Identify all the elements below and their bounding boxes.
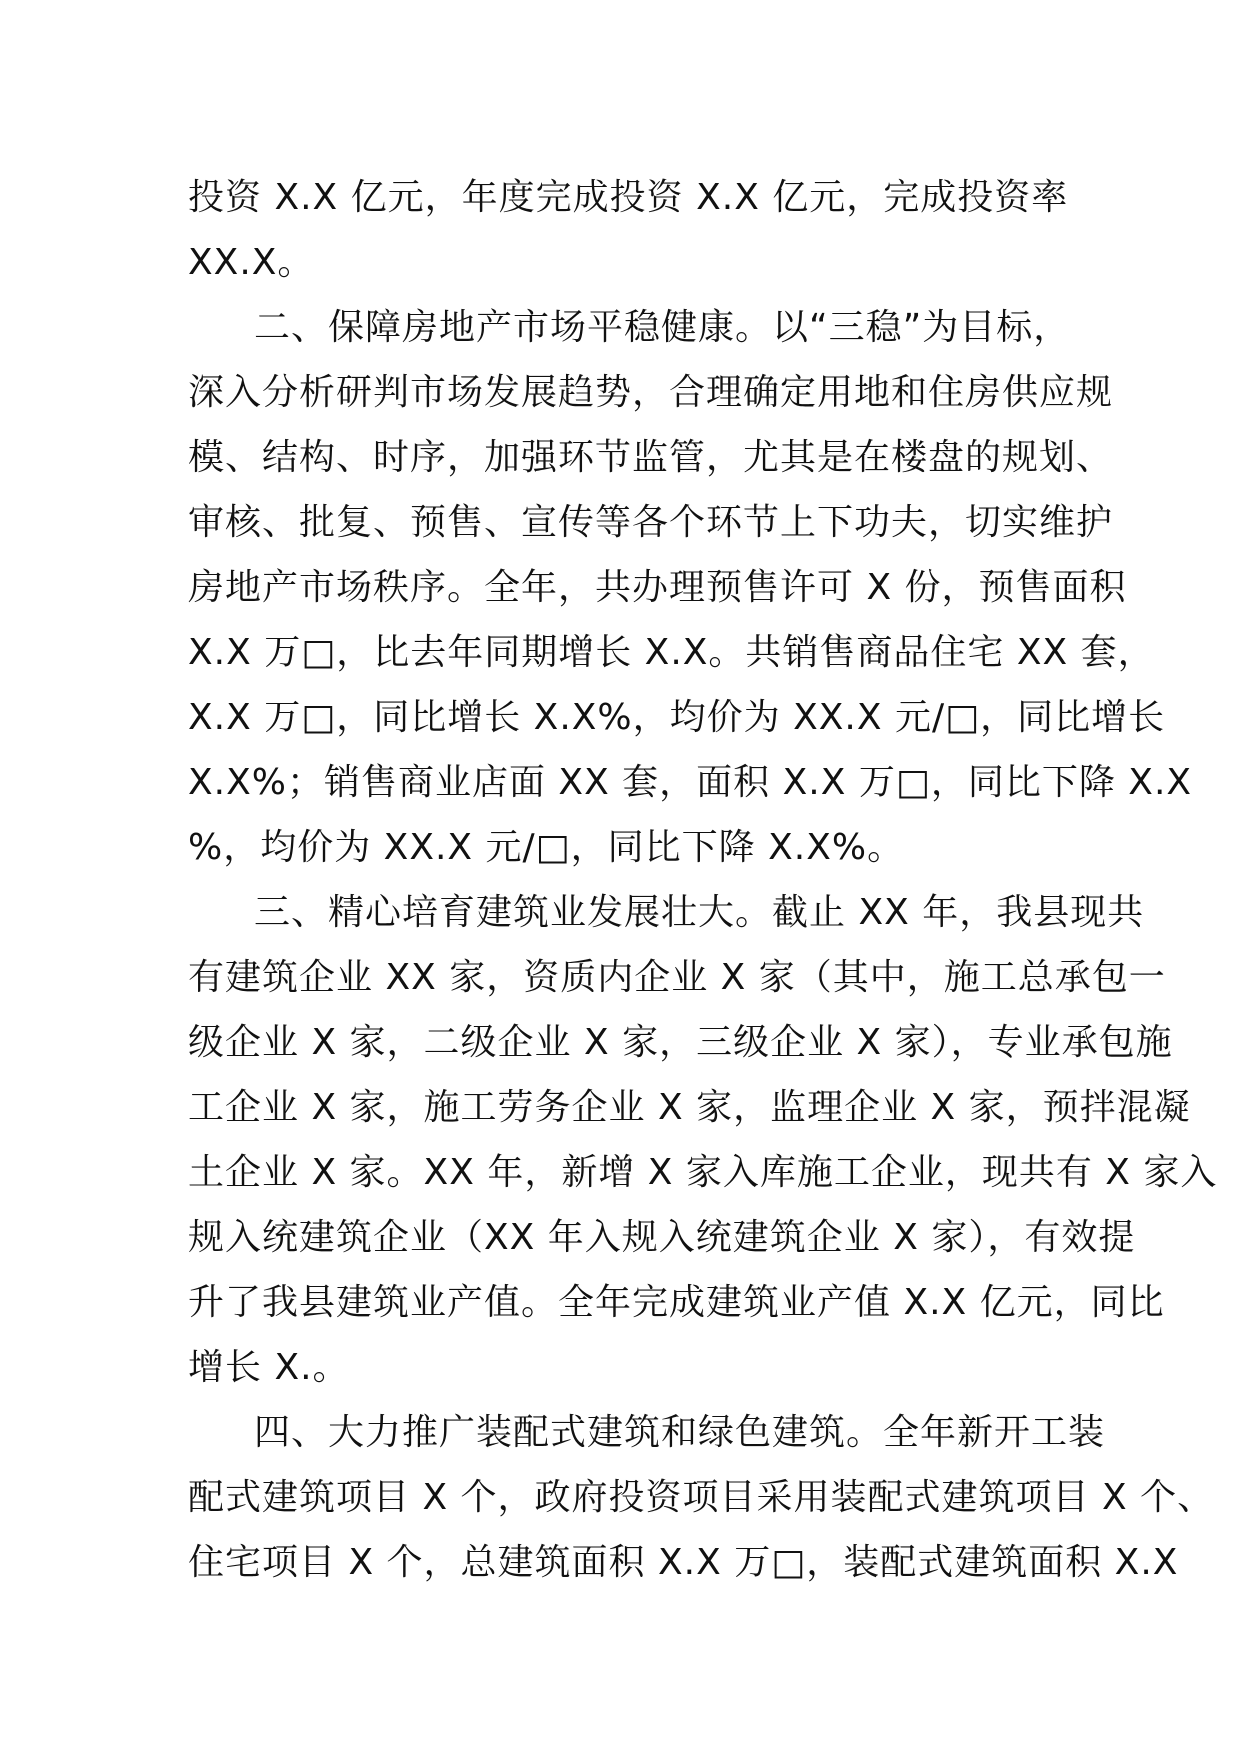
text-line: X.X%；销售商业店面 XX 套，面积 X.X 万□，同比下降 X.X xyxy=(188,762,1193,803)
text-line: X.X 万□，同比增长 X.X%，均价为 XX.X 元/□，同比增长 xyxy=(188,697,1166,738)
text-line: 深入分析研判市场发展趋势，合理确定用地和住房供应规 xyxy=(188,372,1114,413)
text-line: 配式建筑项目 X 个，政府投资项目采用装配式建筑项目 X 个、 xyxy=(188,1477,1215,1518)
paragraph-3-start: 三、精心培育建筑业发展壮大。截止 XX 年，我县现共 xyxy=(254,892,1145,933)
text-line: 模、结构、时序，加强环节监管，尤其是在楼盘的规划、 xyxy=(188,437,1114,478)
text-line: X.X 万□，比去年同期增长 X.X。共销售商品住宅 XX 套， xyxy=(188,632,1155,673)
text-line: 级企业 X 家，二级企业 X 家，三级企业 X 家），专业承包施 xyxy=(188,1022,1173,1063)
text-line: 增长 X.。 xyxy=(188,1347,350,1388)
text-line: 审核、批复、预售、宣传等各个环节上下功夫，切实维护 xyxy=(188,502,1114,543)
text-line: %，均价为 XX.X 元/□，同比下降 X.X%。 xyxy=(188,827,905,868)
text-line: 住宅项目 X 个，总建筑面积 X.X 万□，装配式建筑面积 X.X xyxy=(188,1542,1179,1583)
text-line: 规入统建筑企业（XX 年入规入统建筑企业 X 家），有效提 xyxy=(188,1217,1136,1258)
paragraph-2-start: 二、保障房地产市场平稳健康。以“三稳”为目标， xyxy=(254,307,1071,348)
text-line: 房地产市场秩序。全年，共办理预售许可 X 份，预售面积 xyxy=(188,567,1127,608)
body-text xyxy=(188,165,1218,1595)
paragraph-4-start: 四、大力推广装配式建筑和绿色建筑。全年新开工装 xyxy=(254,1412,1106,1453)
text-line: 土企业 X 家。XX 年，新增 X 家入库施工企业，现共有 X 家入 xyxy=(188,1152,1218,1193)
text-line: 有建筑企业 XX 家，资质内企业 X 家（其中，施工总承包一 xyxy=(188,957,1166,998)
text-line: XX.X。 xyxy=(188,242,315,283)
text-line: 升了我县建筑业产值。全年完成建筑业产值 X.X 亿元，同比 xyxy=(188,1282,1165,1323)
text-line: 投资 X.X 亿元，年度完成投资 X.X 亿元，完成投资率 xyxy=(188,177,1069,218)
text-line: 工企业 X 家，施工劳务企业 X 家，监理企业 X 家，预拌混凝 xyxy=(188,1087,1191,1128)
